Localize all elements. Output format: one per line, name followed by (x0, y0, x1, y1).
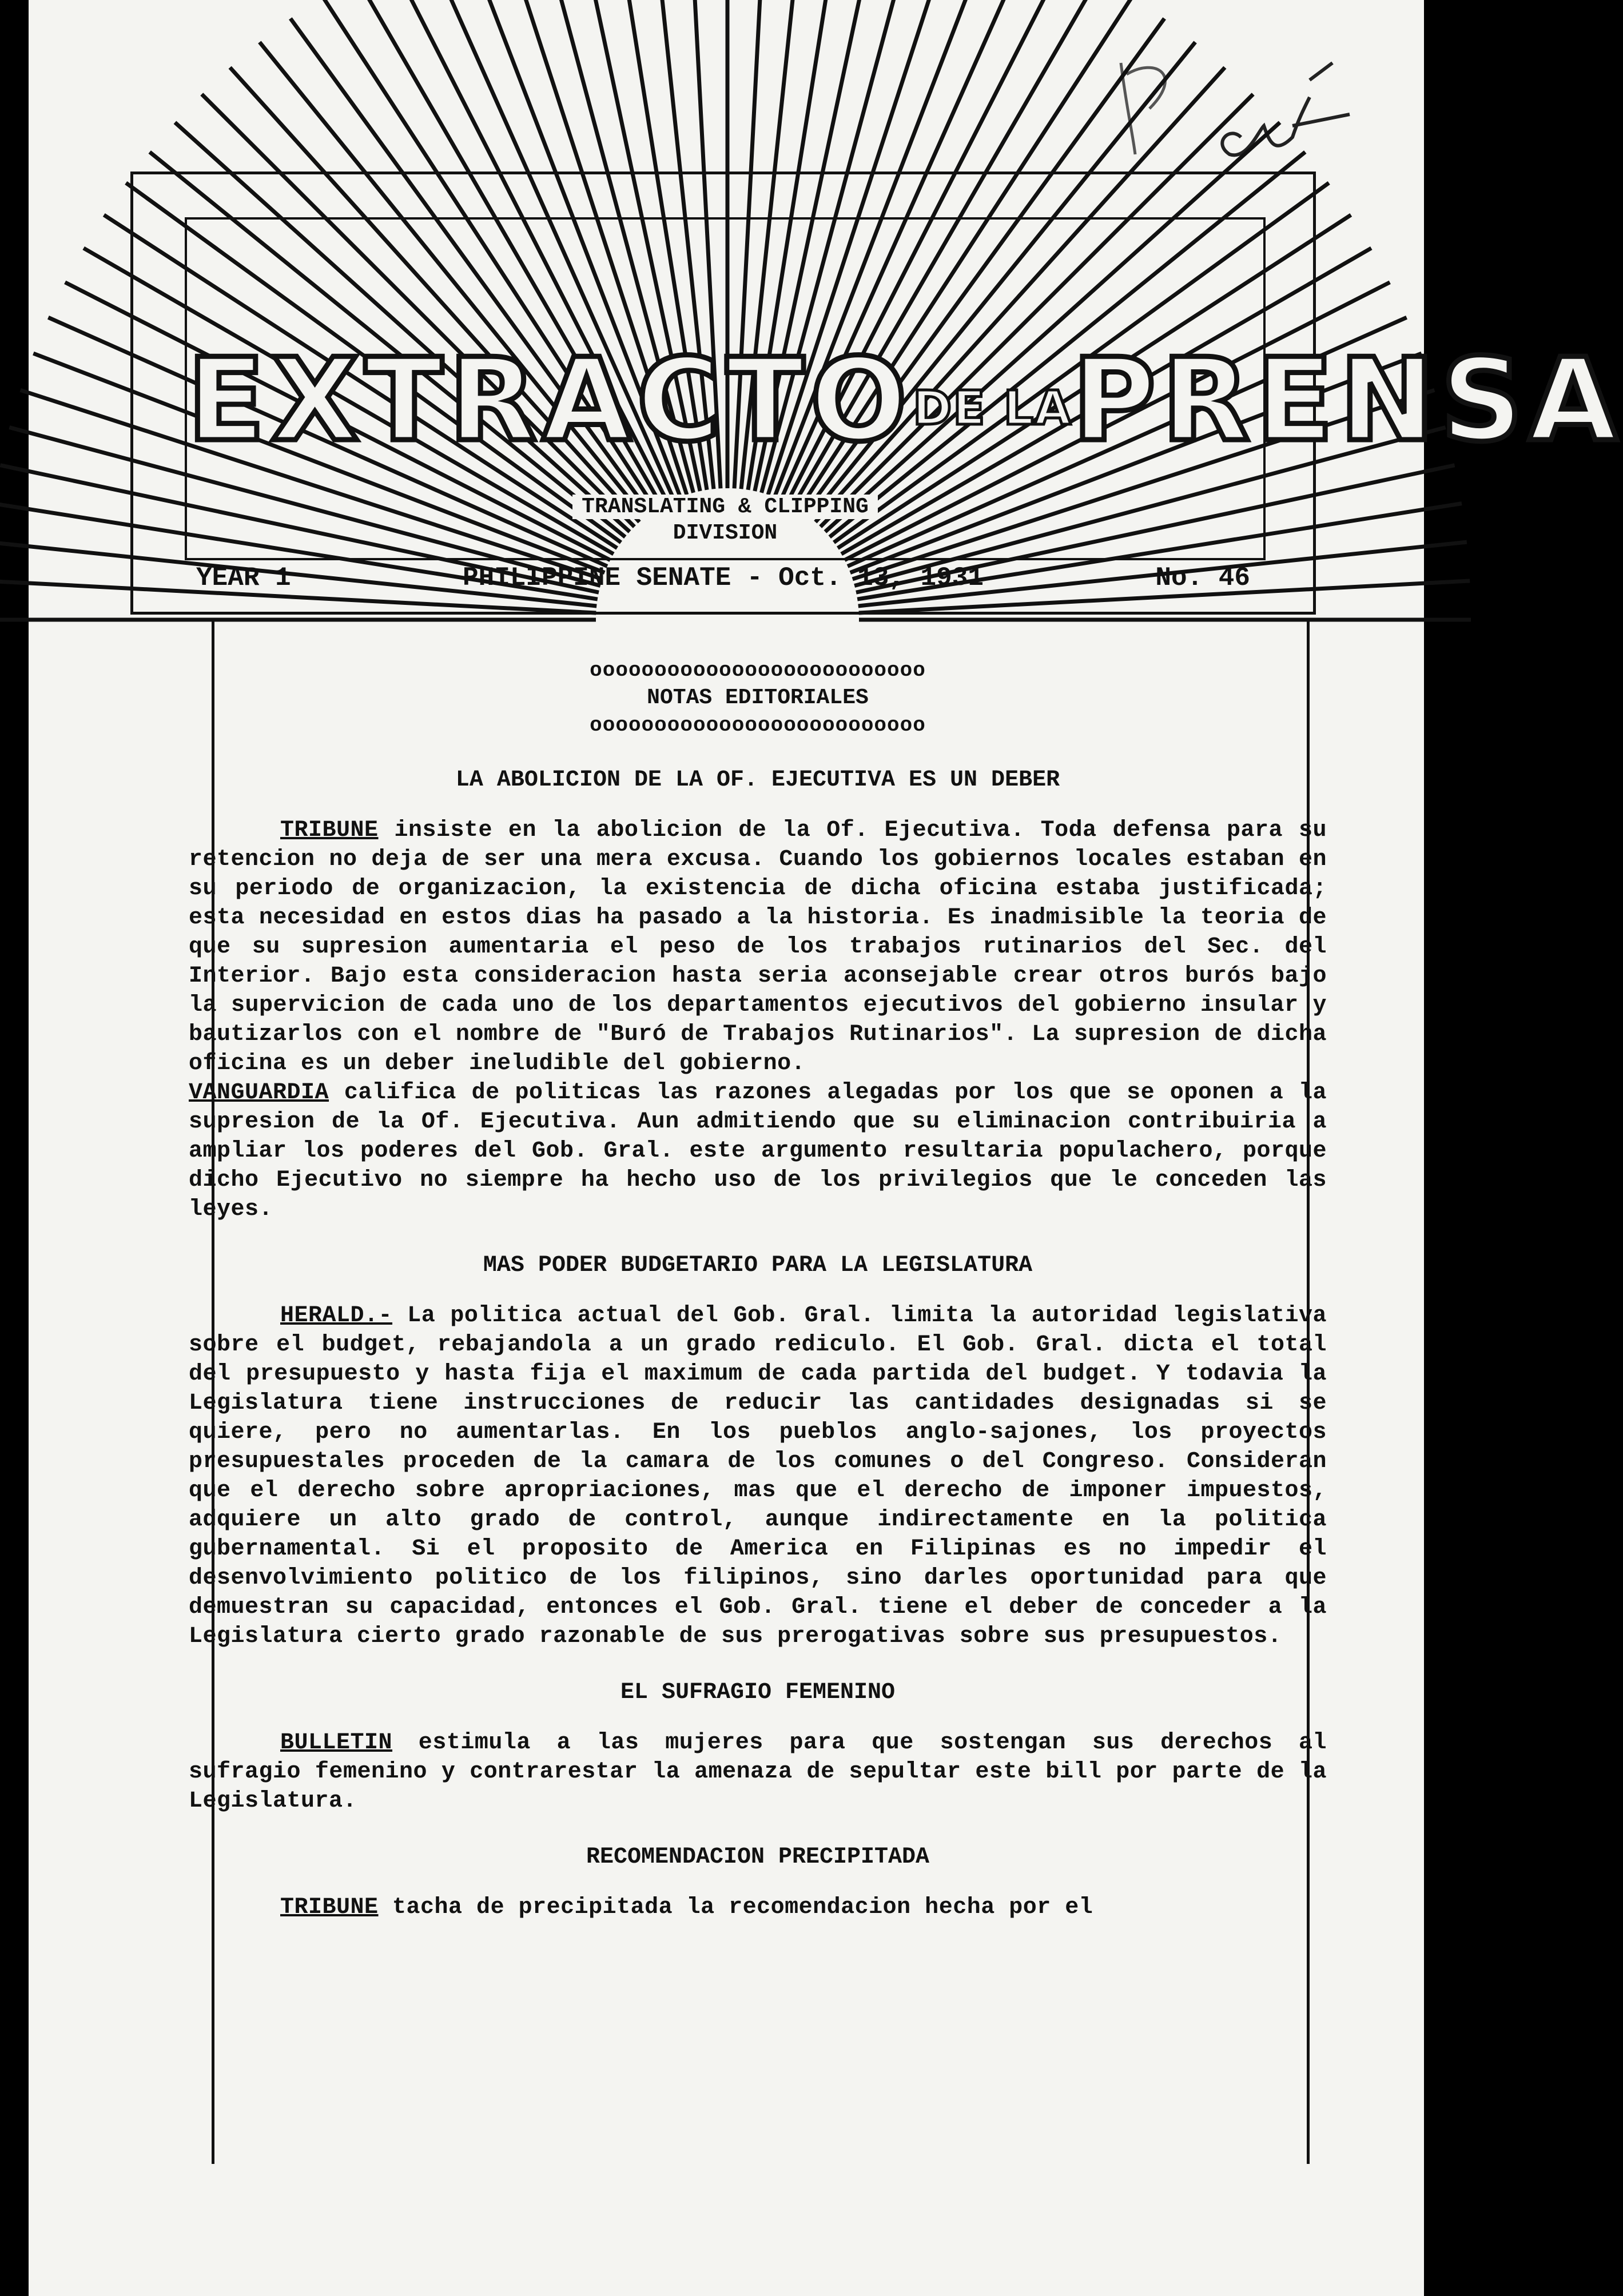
masthead-banner (185, 217, 1623, 560)
article-heading: RECOMENDACION PRECIPITADA (586, 1844, 930, 1870)
division-label (187, 494, 1263, 547)
paragraph-text: La politica actual del Gob. Gral. limita la autoridad legislativa sobre el budget, rebajandola a un grado rediculo. El Gob. Gral. dicta el total del presupuesto y hasta fija el maximum de cada partida del budget. Y todavia la Legislatura tiene instrucciones de reducir las cantidades designadas si se quiere, pero no aumentarlas. En los pueblos anglo-sajones, los proyectos presupuestales proceden de la camara de los comunes o del Congreso. Consideran que el derecho sobre apropriaciones, mas que el derecho de imponer impuestos, adquiere un alto grado de control, aunque indirectamente en la politica gubernamental. Si el proposito de America en Filipinas es no impedir el desenvolvimiento politico de los filipinos, sino darles oportunidad para que demuestran su capacidad, entonces el Gob. Gral. tiene el deber de conceder a la Legislatura cierto grado razonable de sus prerogativas sobre sus presupuestos. (189, 1303, 1327, 1649)
issue-info-line (133, 563, 1313, 597)
source-name: BULLETIN (280, 1730, 393, 1756)
ornament-bottom: oooooooooooooooooooooooooo (590, 713, 926, 737)
source-name: VANGUARDIA (189, 1080, 329, 1106)
paragraph-text: califica de politicas las razones alegadas por los que se oponen a la supresion de la Of. Ejecutiva. Aun admitiendo que su eliminacion contribuiria a ampliar los poderes del Gob. Gral. este argumento resultaria populachero, porque dicho Ejecutivo no siempre ha hecho uso de los privilegios que le conceden las leyes. (189, 1080, 1327, 1222)
ornament-top: oooooooooooooooooooooooooo (590, 659, 926, 682)
publication-title (187, 334, 1623, 467)
source-name: TRIBUNE (280, 1895, 379, 1920)
division-line-2: DIVISION (664, 521, 786, 545)
article-paragraph (189, 816, 1327, 1078)
article-paragraph (189, 1301, 1327, 1651)
title-extracto: EXTRACTO (187, 334, 913, 467)
title-prensa: PRENSA (1072, 334, 1623, 467)
title-de-la: DE LA (913, 381, 1072, 436)
masthead (130, 172, 1623, 615)
year-label: YEAR 1 (196, 563, 291, 593)
article-heading: MAS PODER BUDGETARIO PARA LA LEGISLATURA (483, 1253, 1033, 1278)
content (189, 657, 1327, 1922)
article-paragraph (189, 1728, 1327, 1816)
issue-number: No. 46 (1155, 563, 1250, 593)
senate-date: PHILIPPINE SENATE - Oct. 13, 1931 (463, 563, 984, 593)
paragraph-text: estimula a las mujeres para que sostengan sus derechos al sufragio femenino y contrarestar la amenaza de sepultar este bill por parte de la Legislatura. (189, 1730, 1327, 1814)
section-label: NOTAS EDITORIALES (647, 685, 869, 710)
paragraph-text: insiste en la abolicion de la Of. Ejecutiva. Toda defensa para su retencion no deja de ser una mera excusa. Cuando los gobiernos locales estaban en su periodo de organizacion, la existencia de dicha oficina estaba justificada; esta necesidad en estos dias ha pasado a la historia. Es inadmisible la teoria de que su supresion aumentaria el peso de los trabajos rutinarios del Sec. del Interior. Bajo esta consideracion hasta seria aconsejable crear otros burós bajo la supervicion de cada uno de los departamentos ejecutivos del gobierno insular y bautizarlos con el nombre de "Buró de Trabajos Rutinarios". La supresion de dicha oficina es un deber ineludible del gobierno. (189, 818, 1327, 1077)
article-heading: EL SUFRAGIO FEMENINO (620, 1680, 896, 1705)
paragraph-text: tacha de precipitada la recomendacion hecha por el (378, 1895, 1093, 1920)
article-paragraph (189, 1078, 1327, 1224)
article-paragraph (189, 1893, 1327, 1922)
division-line-1: TRANSLATING & CLIPPING (572, 495, 878, 519)
article-heading: LA ABOLICION DE LA OF. EJECUTIVA ES UN DEBER (455, 767, 1060, 793)
handwritten-annotation (1087, 40, 1373, 177)
source-name: HERALD.- (280, 1303, 393, 1329)
source-name: TRIBUNE (280, 818, 379, 843)
